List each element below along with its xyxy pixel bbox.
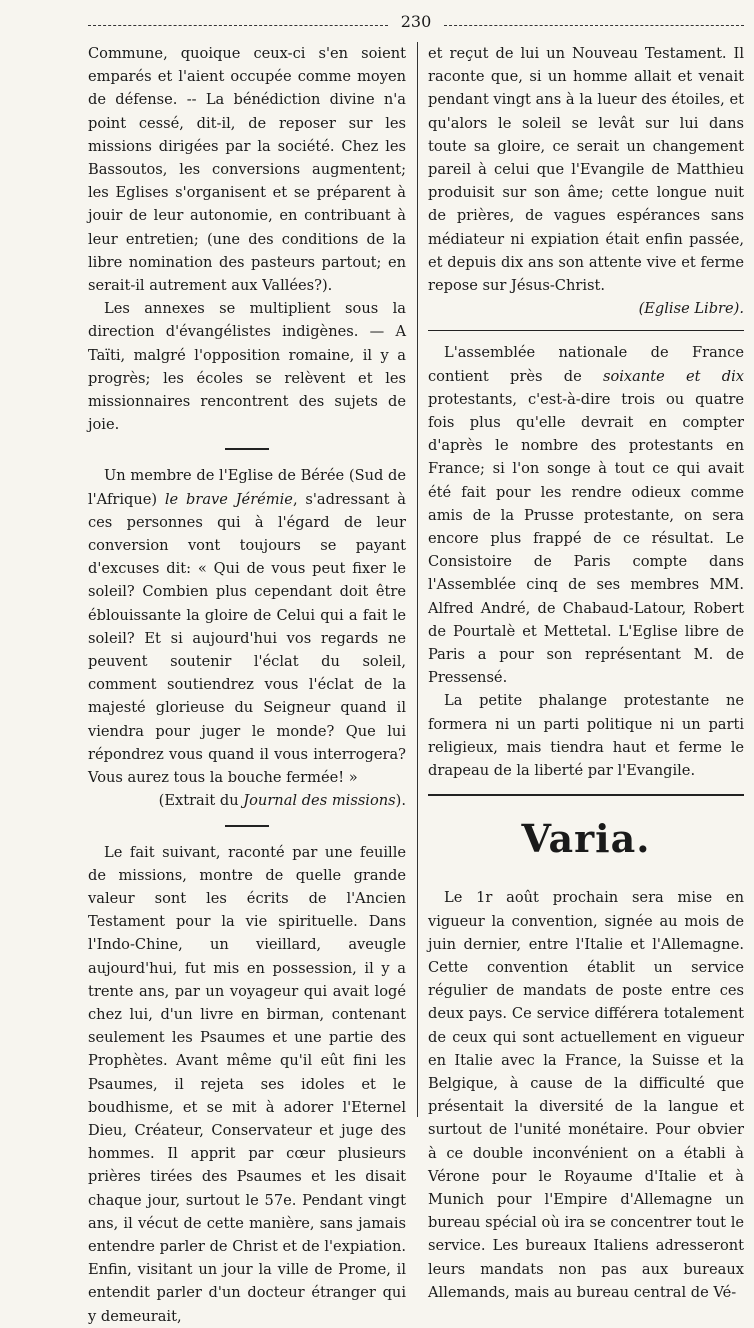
paragraph-beree-emphasis: le brave Jérémie (164, 490, 293, 508)
separator-rule-wide (428, 330, 744, 331)
left-column (88, 42, 406, 1328)
paragraph-indochine: Le fait suivant, raconté par une feuille de missions, montre de quelle grande valeur sont les écrits de l'Ancien Testament pour la vie spirituelle. Dans l'Indo-Chine, un vieillard, aveugle aujourd'hui, fut mis en possession, il y a trente ans, par un voyageur qui avait logé chez lui, d'un livre en birman, contenant seulement les Psaumes et une partie des Prophètes. Avant même qu'il eût fini les Psaumes, il rejeta ses idoles et le boudhisme, et se mit à adorer l'Eternel Dieu, Créateur, Conservateur et juge des hommes. Il apprit par cœur plusieurs prières tirées des Psaumes et les disait chaque jour, surtout le 57e. Pendant vingt ans, il vécut de cette manière, sans jamais entendre parler de Christ et de l'expiation. Enfin, visitant un jour la ville de Prome, il entendit parler d'un docteur étranger qui y demeurait, (88, 843, 406, 1325)
attribution-journal-title: Journal des missions (243, 792, 396, 810)
section-title-varia: Varia. (521, 816, 651, 862)
attribution-journal-a: (Extrait du (158, 792, 244, 810)
right-column (428, 42, 744, 1304)
header-rule-left (88, 25, 388, 26)
page-header (88, 12, 744, 36)
paragraph-assemblee-text-b: protestants, c'est-à-dire trois ou quatre fois plus qu'elle devrait en compter d'après le nombre des protestants en France; si l'on songe à tout ce qui avait été fait pour les rendre odieux comme amis de la Prusse protestante, on sera encore plus frappé de ce résultat. Le Consistoire de Paris compte dans l'Assemblée cinq de ses membres MM. Alfred André, de Chabaud-Latour, Robert de Pourtalè et Mettetal. L'Eglise libre de Paris a pour son représentant M. de Pressensé. (428, 390, 744, 687)
paragraph-assemblee-emphasis: soixante et dix (602, 367, 744, 385)
separator-rule-wide (428, 794, 744, 796)
page-number: 230 (400, 12, 432, 31)
paragraph-phalange: La petite phalange protestante ne formera ni un parti politique ni un parti religieux, mais tiendra haut et ferme le drapeau de la liberté par l'Evangile. (428, 692, 744, 780)
paragraph-assemblee (428, 341, 744, 689)
header-rule-right (444, 25, 744, 26)
paragraph-convention: Le 1r août prochain sera mise en vigueur la convention, signée au mois de juin dernier, entre l'Italie et l'Allemagne. Cette convention établit un service régulier de mandats de poste entre ces deux pays. Ce service différera totalement de ceux qui sont actuellement en vigueur en Italie avec la France, la Suisse et la Belgique, à cause de la difficulté que présentait la diversité de la langue et surtout de l'unité monétaire. Pour obvier à ce double inconvénient on a établi à Vérone pour le Royaume d'Italie et à Munich pour l'Empire d'Allemagne un bureau spécial où ira se concentrer tout le service. Les bureaux Italiens adresseront leurs mandats non pas aux bureaux Allemands, mais au bureau central de Vé- (428, 889, 744, 1301)
paragraph-beree-text-b: , s'adressant à ces personnes qui à l'égard de leur conversion vont toujours se payant d'excuses dit: « Qui de vous peut fixer le soleil? Combien plus cependant doit être éblouissante la gloire de Celui qui a fait le soleil? Et si aujourd'hui vos regards ne peuvent soutenir l'éclat du soleil, comment soutiendrez vous l'éclat de la majesté glorieuse du Seigneur quand il viendra pour juger le monde? Que lui répondrez vous quand il vous interrogera? Vous aurez tous la bouche fermée! » (88, 490, 407, 787)
paragraph-assemblee-text-a: L'assemblée nationale de France contient près de (428, 344, 744, 385)
paragraph-beree-text-a: Un membre de l'Eglise de Bérée (Sud de l'Afrique) (88, 467, 406, 508)
paragraph-beree (88, 464, 406, 789)
attribution-journal-b: ). (395, 792, 406, 810)
paragraph-annexes: Les annexes se multiplient sous la direction d'évangélistes indigènes. — A Taïti, malgré l'opposition romaine, il y a progrès; les écoles se relèvent et les missionnaires rencontrent des sujets de joie. (88, 300, 406, 434)
paragraph-commune: Commune, quoique ceux-ci s'en soient emparés et l'aient occupée comme moyen de défense. -- La bénédiction divine n'a point cessé, dit-il, de reposer sur les missions dirigées par la société. Chez les Bassoutos, les conversions augmentent; les Eglises s'organisent et se préparent à jouir de leur autonomie, en contribuant à leur entretien; (une des conditions de la libre nomination des pasteurs partout; en serait-il autrement aux Vallées?). (88, 45, 406, 295)
separator-rule (225, 448, 269, 450)
attribution-eglise-libre-title: (Eglise Libre). (638, 300, 744, 318)
separator-rule (225, 825, 269, 827)
attribution-eglise-libre (428, 297, 744, 320)
paragraph-nouveau-testament: et reçut de lui un Nouveau Testament. Il raconte que, si un homme allait et venait pendant vingt ans à la lueur des étoiles, et qu'alors le soleil se levât sur lui dans toute sa gloire, ce serait un changement pareil à celui que l'Evangile de Matthieu produisit sur son âme; cette longue nuit de prières, de vagues espérances sans médiateur ni expiation était enfin passée, et depuis dix ans son attente vive et ferme repose sur Jésus-Christ. (428, 45, 744, 295)
attribution-journal (88, 789, 406, 812)
column-divider (417, 42, 418, 1117)
